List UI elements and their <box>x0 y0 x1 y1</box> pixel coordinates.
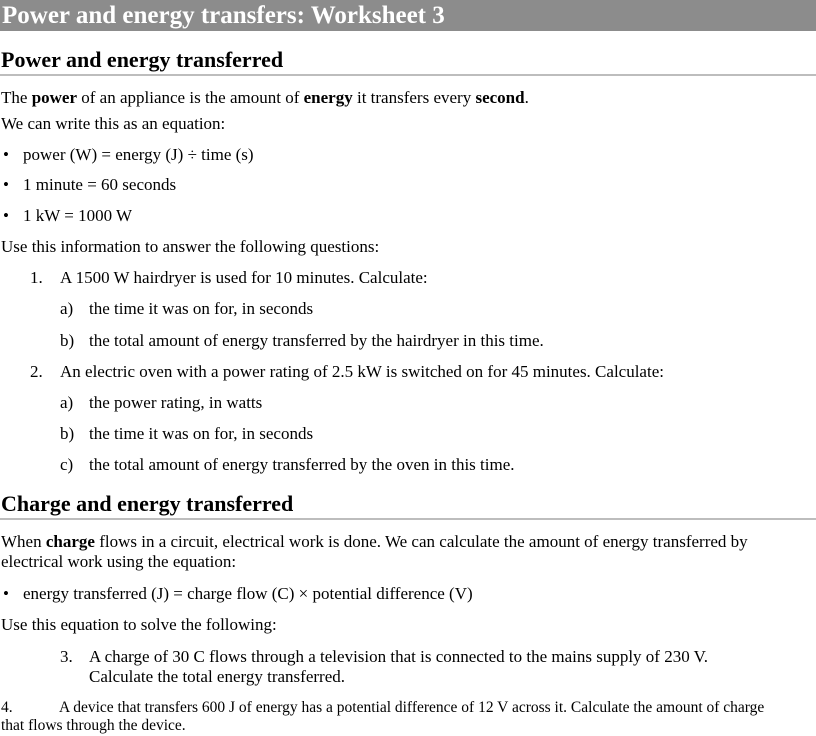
section-heading-power: Power and energy transferred <box>1 47 284 72</box>
section-divider <box>0 74 816 76</box>
part-label: a) <box>60 393 74 412</box>
question-4-text-line-2: that flows through the device. <box>1 717 186 734</box>
part-label: b) <box>60 424 75 443</box>
question-3-text-line-2: Calculate the total energy transferred. <box>89 667 345 686</box>
question-number: 1. <box>30 268 43 287</box>
term-second: second <box>475 88 525 107</box>
intro-text: . <box>524 88 529 107</box>
question-2-text: An electric oven with a power rating of 2.5 kW is switched on for 45 minutes. Calculate: <box>60 362 664 381</box>
instructions-text: Use this information to answer the following questions: <box>1 237 380 256</box>
term-charge: charge <box>45 532 95 551</box>
bullet-minute-seconds: 1 minute = 60 seconds <box>23 175 177 194</box>
question-3-text: A charge of 30 C flows through a television that is connected to the mains supply of 230 V. <box>89 647 708 666</box>
instructions-text: Use this equation to solve the following: <box>1 615 277 634</box>
section-divider <box>0 518 816 520</box>
part-label: c) <box>60 455 74 474</box>
question-1-text: A 1500 W hairdryer is used for 10 minutes. Calculate: <box>60 268 428 287</box>
intro-text: The <box>1 88 32 107</box>
question-2a-text: the power rating, in watts <box>89 393 263 412</box>
charge-intro-line-2: electrical work using the equation: <box>1 552 237 571</box>
question-4-text: A device that transfers 600 J of energy has a potential difference of 12 V across it. Calculate the amount of charge <box>59 699 765 716</box>
part-label: b) <box>60 331 75 350</box>
bullet-dot-icon: • <box>3 175 9 194</box>
intro-text: it transfers every <box>352 88 476 107</box>
question-1a-text: the time it was on for, in seconds <box>89 299 314 318</box>
question-2b-text: the time it was on for, in seconds <box>89 424 314 443</box>
bullet-kilowatt: 1 kW = 1000 W <box>23 206 133 225</box>
equation-intro: We can write this as an equation: <box>1 114 226 133</box>
bullet-dot-icon: • <box>3 206 9 225</box>
bullet-power-equation: power (W) = energy (J) ÷ time (s) <box>23 145 254 164</box>
power-intro-paragraph <box>1 88 529 108</box>
intro-text: flows in a circuit, electrical work is done. We can calculate the amount of energy transferred by <box>94 532 748 551</box>
question-1b-text: the total amount of energy transferred by the hairdryer in this time. <box>89 331 544 350</box>
term-power: power <box>31 88 78 107</box>
question-number: 4. <box>1 699 13 716</box>
intro-text: of an appliance is the amount of <box>77 88 304 107</box>
part-label: a) <box>60 299 74 318</box>
charge-intro-paragraph <box>1 532 748 552</box>
question-number: 2. <box>30 362 43 381</box>
intro-text: When <box>1 532 46 551</box>
question-number: 3. <box>60 647 73 666</box>
bullet-dot-icon: • <box>3 145 9 164</box>
section-heading-charge: Charge and energy transferred <box>1 491 294 516</box>
term-energy: energy <box>303 88 353 107</box>
bullet-dot-icon: • <box>3 584 9 603</box>
bullet-energy-equation: energy transferred (J) = charge flow (C) × potential difference (V) <box>23 584 473 603</box>
worksheet-title: Power and energy transfers: Worksheet 3 <box>0 0 816 31</box>
question-2c-text: the total amount of energy transferred by the oven in this time. <box>89 455 515 474</box>
